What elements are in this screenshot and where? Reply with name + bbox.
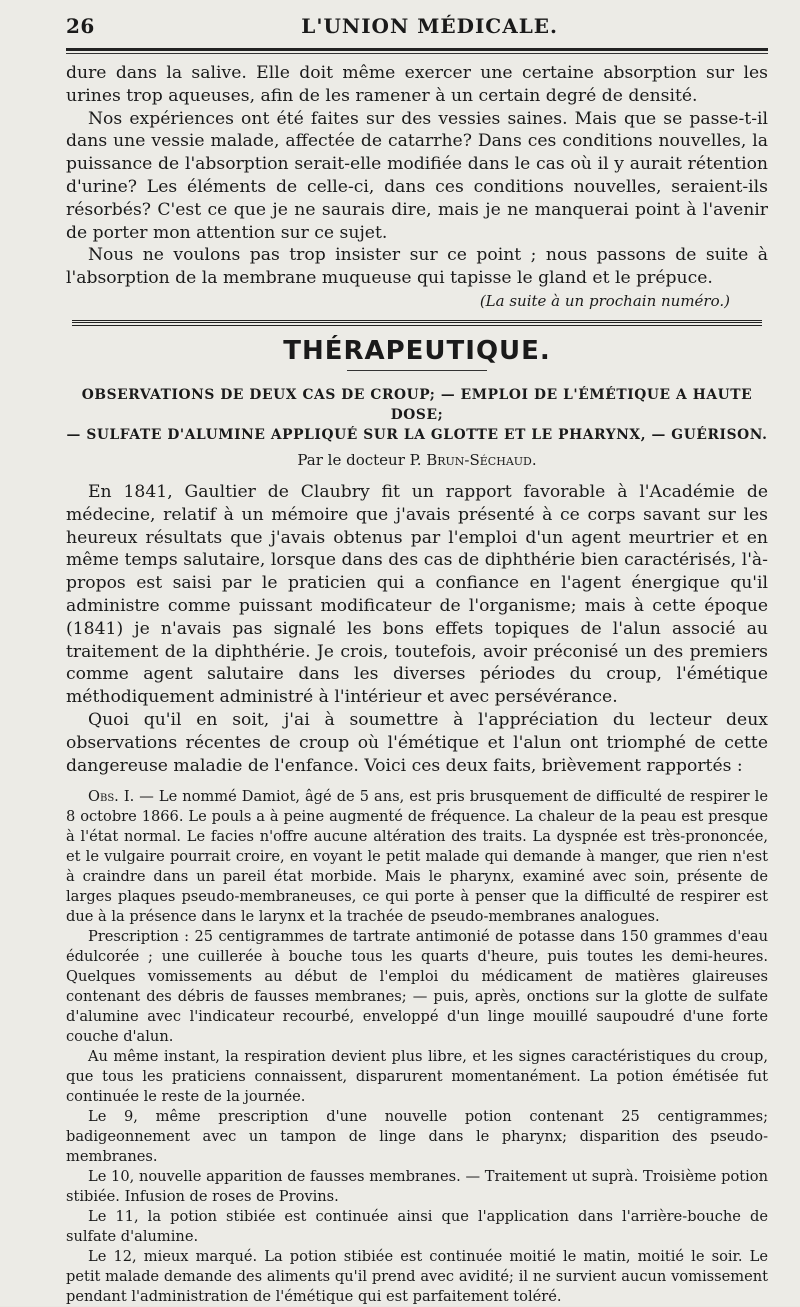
section-title: THÉRAPEUTIQUE. bbox=[283, 335, 551, 366]
paragraph: dure dans la salive. Elle doit même exercer une certaine absorption sur les urines trop aqueuses, afin de les ramener à un certain degré de densité. bbox=[66, 63, 768, 106]
paragraph: Nos expériences ont été faites sur des vessies saines. Mais que se passe-t-il dans une vessie malade, affectée de catarrhe? Dans ces conditions nouvelles, la puissance de l'absorption serait-elle modifiée dans le cas où il y aurait rétention d'urine? Les éléments de celle-ci, dans ces conditions nouvelles, seraient-ils résorbés? C'est ce que je ne saurais dire, mais je ne manquerai point à l'avenir de porter mon attention sur ce sujet. bbox=[66, 108, 768, 243]
paragraph: Nous ne voulons pas trop insister sur ce point ; nous passons de suite à l'absorption de la membrane muqueuse qui tapisse le gland et le prépuce. bbox=[66, 245, 768, 289]
article-author bbox=[66, 451, 768, 469]
header-rule bbox=[66, 48, 768, 51]
to-be-continued-note: (La suite à un prochain numéro.) bbox=[479, 291, 730, 310]
page-number: 26 bbox=[66, 14, 95, 38]
paragraph: Le 12, mieux marqué. La potion stibiée est continuée moitié le matin, moitié le soir. Le petit malade demande des aliments qu'il prend avec avidité; il ne survient aucun vomissement pendant l'administration de l'émétique qui est parfaitement toléré. bbox=[66, 1248, 768, 1306]
article-heading-line: OBSERVATIONS DE DEUX CAS DE CROUP; — EMPLOI DE L'ÉMÉTIQUE A HAUTE DOSE; bbox=[81, 386, 753, 423]
header-rule-thin bbox=[66, 53, 768, 54]
paragraph: Le 10, nouvelle apparition de fausses membranes. — Traitement ut suprà. Troisième potion stibiée. Infusion de roses de Provins. bbox=[66, 1168, 768, 1206]
paragraph: Au même instant, la respiration devient plus libre, et les signes caractéristiques du croup, que tous les praticiens connaissent, disparurent momentanément. La potion émétisée fut continuée le reste de la journée. bbox=[66, 1048, 768, 1106]
observation-paragraph bbox=[66, 787, 768, 927]
article-intro bbox=[66, 481, 768, 777]
paragraph: Quoi qu'il en soit, j'ai à soumettre à l'appréciation du lecteur deux observations récentes de croup où l'émétique et l'alun ont triomphé de cette dangereuse maladie de l'enfance. Voici ces deux faits, brièvement rapportés : bbox=[66, 709, 768, 776]
observation-text: — Le nommé Damiot, âgé de 5 ans, est pris brusquement de difficulté de respirer le 8 octobre 1866. Le pouls a à peine augmenté de fréquence. La chaleur de la peau est presque à l'état normal. Le facies n'offre aucune altération des traits. La dyspnée est très-prononcée, et le vulgaire pourrait croire, en voyant le petit malade qui demande à manger, que rien n'est à craindre dans un pareil état morbide. Mais le pharynx, examiné avec soin, présente de larges plaques pseudo-membraneuses, ce qui porte à penser que la difficulté de respirer est due à la présence dans le larynx et la trachée de pseudo-membranes analogues. bbox=[66, 788, 768, 926]
journal-title: L'UNION MÉDICALE. bbox=[301, 14, 558, 38]
article-heading-line: — SULFATE D'ALUMINE APPLIQUÉ SUR LA GLOTTE ET LE PHARYNX, — GUÉRISON. bbox=[66, 426, 768, 443]
author-name: P. Brun-Séchaud. bbox=[409, 450, 537, 469]
running-head bbox=[66, 14, 768, 44]
section-title-underline bbox=[347, 370, 487, 371]
paragraph: En 1841, Gaultier de Claubry fit un rapport favorable à l'Académie de médecine, relatif à un mémoire que j'avais présenté à ce corps savant sur les heureux résultats que j'avais obtenus par l'emploi d'un agent meurtrier et en même temps salutaire, lorsque dans des cas de diphthérie bien caractérisés, l'à-propos est saisi par le praticien qui a confiance en l'agent énergique qu'il administre comme puissant modificateur de l'organisme; mais à cette époque (1841) je n'avais pas signalé les bons effets topiques de l'alun associé au traitement de la diphthérie. Je crois, toutefois, avoir préconisé un des premiers comme agent salutaire dans les diverses périodes du croup, l'émétique méthodiquement administré à l'intérieur et avec persévérance. bbox=[66, 481, 768, 708]
continued-article bbox=[66, 62, 768, 290]
paragraph: Prescription : 25 centigrammes de tartrate antimonié de potasse dans 150 grammes d'eau édulcorée ; une cuillerée à bouche tous les quarts d'heure, puis toutes les demi-heures. Quelques vomissements au début de l'emploi du médicament de matières glaireuses contenant des débris de fausses membranes; — puis, après, onctions sur la glotte de sulfate d'alumine avec l'indicateur recourbé, enveloppé d'un linge mouillé saupoudré d'une forte couche d'alun. bbox=[66, 928, 768, 1046]
article-heading bbox=[66, 385, 768, 445]
author-prefix: Par le docteur bbox=[297, 450, 410, 469]
paragraph: Le 11, la potion stibiée est continuée ainsi que l'application dans l'arrière-bouche de sulfate d'alumine. bbox=[66, 1208, 768, 1246]
observation-label: Obs. I. bbox=[88, 788, 135, 806]
section-divider bbox=[72, 320, 762, 326]
paragraph: Le 9, même prescription d'une nouvelle potion contenant 25 centigrammes; badigeonnement avec un tampon de linge dans le pharynx; disparition des pseudo-membranes. bbox=[66, 1108, 768, 1166]
observation bbox=[66, 787, 768, 1307]
